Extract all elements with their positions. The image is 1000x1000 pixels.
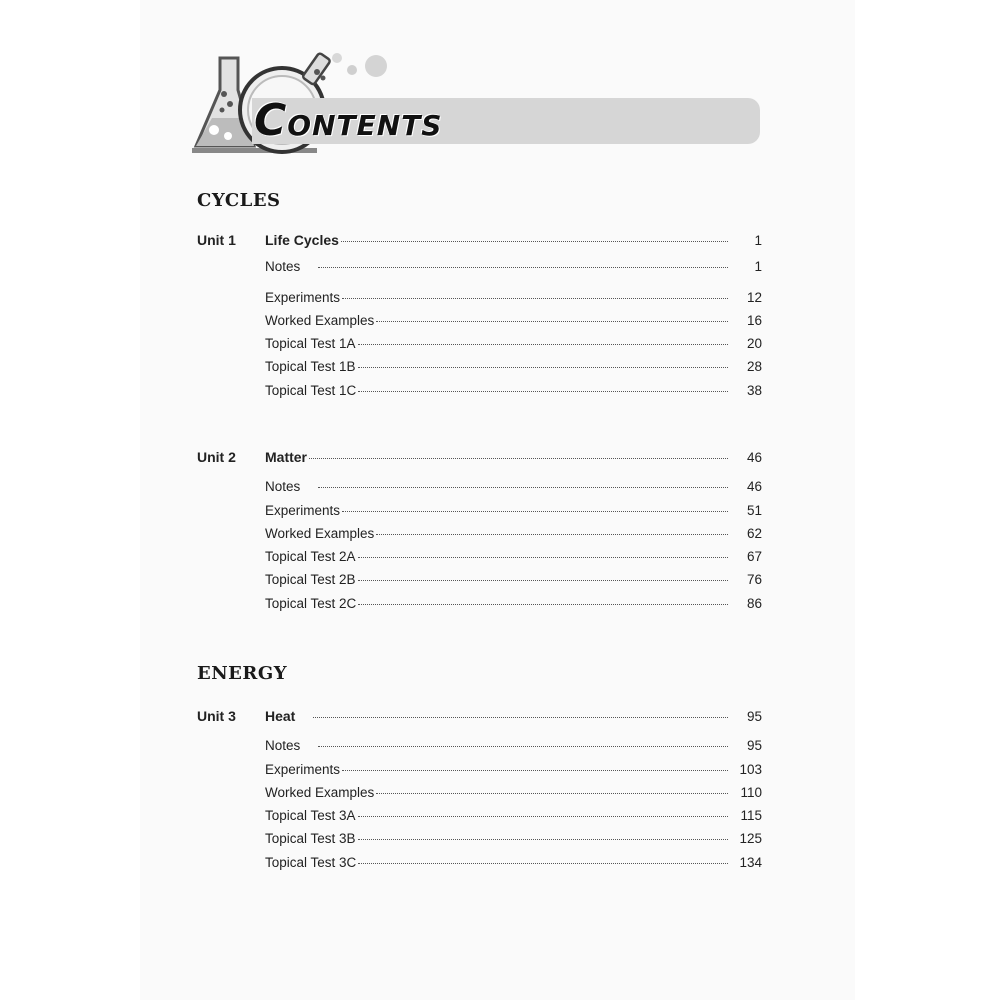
toc-row[interactable] — [197, 503, 762, 526]
page-number: 86 — [746, 595, 762, 611]
page-number: 110 — [740, 784, 762, 800]
page-number: 95 — [746, 738, 762, 754]
toc-row[interactable] — [197, 549, 762, 572]
toc-row[interactable] — [197, 313, 762, 336]
toc-row[interactable] — [197, 808, 762, 831]
entry-title: Topical Test 2B — [265, 572, 356, 588]
leader-dots — [342, 510, 728, 512]
page-number: 12 — [746, 289, 762, 305]
entry-title: Topical Test 1B — [265, 359, 356, 375]
leader-dots — [318, 266, 728, 268]
entry-title: Topical Test 1C — [265, 382, 357, 398]
unit-label: Unit 2 — [197, 449, 236, 465]
section-title-cycles: CYCLES — [197, 190, 281, 211]
entry-title: Notes — [265, 479, 301, 495]
leader-dots — [342, 769, 728, 771]
toc-row[interactable] — [197, 383, 762, 406]
unit-1-block — [197, 232, 762, 406]
entry-title: Notes — [265, 738, 301, 754]
entry-title: Experiments — [265, 289, 341, 305]
unit-title: Heat — [265, 708, 296, 724]
leader-dots — [309, 457, 728, 459]
toc-row[interactable] — [197, 259, 762, 282]
leader-dots — [358, 838, 728, 840]
page-title — [254, 96, 442, 146]
contents-header — [192, 48, 762, 160]
leader-dots — [358, 815, 728, 817]
toc-row[interactable] — [197, 831, 762, 854]
page-number: 95 — [746, 709, 762, 724]
page-number: 1 — [754, 233, 762, 248]
unit-title: Matter — [265, 449, 308, 465]
unit-label: Unit 1 — [197, 232, 236, 248]
entry-title: Worked Examples — [265, 784, 375, 800]
leader-dots — [358, 556, 728, 558]
title-initial: C — [254, 95, 288, 146]
entry-title: Topical Test 1A — [265, 336, 356, 352]
page-number: 125 — [739, 831, 762, 847]
leader-dots — [358, 579, 728, 581]
leader-dots — [376, 533, 728, 535]
entry-title: Topical Test 2A — [265, 549, 356, 565]
toc-row[interactable] — [197, 738, 762, 761]
toc-row[interactable] — [197, 359, 762, 382]
toc-row[interactable] — [197, 572, 762, 595]
unit-3-block — [197, 708, 762, 878]
page-number: 115 — [740, 808, 762, 824]
leader-dots — [358, 390, 728, 392]
page-number: 46 — [746, 450, 762, 465]
page-number: 1 — [754, 259, 762, 275]
toc-row[interactable] — [197, 290, 762, 313]
unit-label: Unit 3 — [197, 708, 236, 724]
leader-dots — [341, 240, 728, 242]
entry-title: Notes — [265, 259, 301, 275]
page-number: 103 — [739, 761, 762, 777]
page-number: 134 — [739, 854, 762, 870]
toc-row-unit-3[interactable] — [197, 708, 762, 731]
entry-title: Topical Test 3B — [265, 831, 356, 847]
toc-row[interactable] — [197, 479, 762, 502]
entry-title: Experiments — [265, 761, 341, 777]
leader-dots — [376, 320, 728, 322]
unit-2-block — [197, 449, 762, 619]
entry-title: Topical Test 3C — [265, 854, 357, 870]
leader-dots — [376, 792, 728, 794]
leader-dots — [318, 486, 728, 488]
page-number: 67 — [746, 549, 762, 565]
unit-title: Life Cycles — [265, 232, 339, 248]
entry-title: Experiments — [265, 502, 341, 518]
leader-dots — [358, 603, 728, 605]
leader-dots — [358, 862, 728, 864]
toc-row-unit-2[interactable] — [197, 449, 762, 472]
toc-row-unit-1[interactable] — [197, 232, 762, 255]
page-number: 46 — [746, 479, 762, 495]
entry-title: Topical Test 2C — [265, 595, 357, 611]
leader-dots — [318, 745, 728, 747]
toc-row[interactable] — [197, 785, 762, 808]
entry-title: Worked Examples — [265, 312, 375, 328]
leader-dots — [342, 297, 728, 299]
page-number: 16 — [746, 312, 762, 328]
page-number: 62 — [746, 525, 762, 541]
section-title-energy: ENERGY — [197, 663, 288, 684]
toc-row[interactable] — [197, 526, 762, 549]
toc-row[interactable] — [197, 762, 762, 785]
toc-row[interactable] — [197, 596, 762, 619]
leader-dots — [358, 343, 728, 345]
toc-row[interactable] — [197, 336, 762, 359]
page-number: 51 — [746, 502, 762, 518]
page-number: 28 — [746, 359, 762, 375]
title-rest: ONTENTS — [287, 109, 443, 142]
entry-title: Worked Examples — [265, 525, 375, 541]
page-number: 38 — [746, 382, 762, 398]
page-number: 20 — [746, 336, 762, 352]
toc-row[interactable] — [197, 855, 762, 878]
page-number: 76 — [746, 572, 762, 588]
entry-title: Topical Test 3A — [265, 808, 356, 824]
leader-dots — [313, 716, 728, 718]
leader-dots — [358, 366, 728, 368]
